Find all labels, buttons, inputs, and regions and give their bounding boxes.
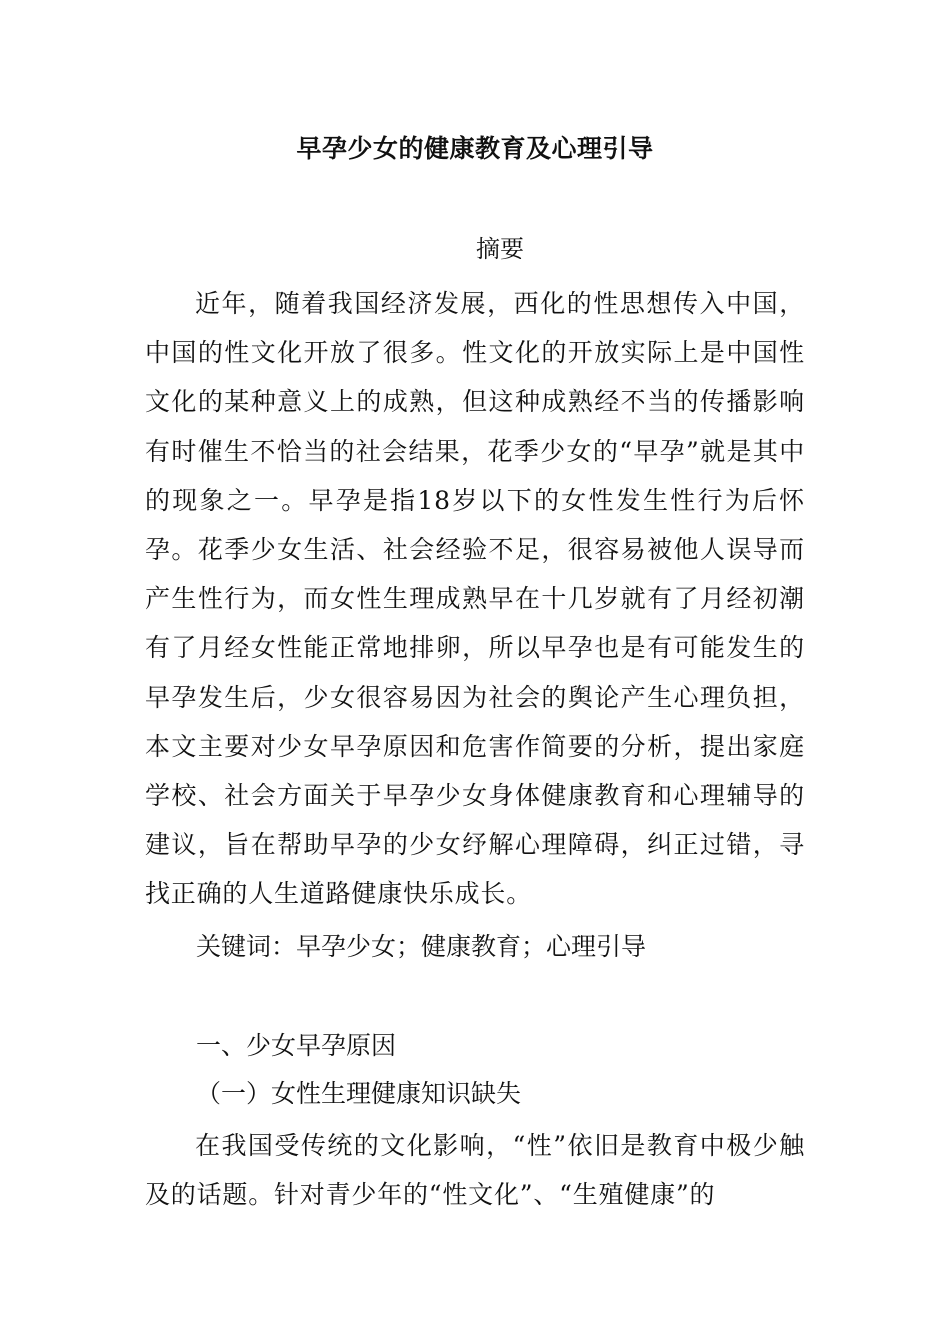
abstract-heading: 摘要 <box>476 235 524 263</box>
keywords-line: 关键词：早孕少女；健康教育；心理引导 <box>196 932 647 961</box>
abstract-paragraph: 近年，随着我国经济发展，西化的性思想传入中国，中国的性文化开放了很多。性文化的开放实际上是中国性文化的某种意义上的成熟，但这种成熟经不当的传播影响有时催生不恰当的社会结果，花季少女的“早孕”就是其中的现象之一。早孕是指18岁以下的女性发生性行为后怀孕。花季少女生活、社会经验不足，很容易被他人误导而产生性行为，而女性生理成熟早在十几岁就有了月经初潮有了月经女性能正常地排卵，所以早孕也是有可能发生的早孕发生后，少女很容易因为社会的舆论产生心理负担，本文主要对少女早孕原因和危害作简要的分析，提出家庭学校、社会方面关于早孕少女身体健康教育和心理辅导的建议，旨在帮助早孕的少女纾解心理障碍，纠正过错，寻找正确的人生道路健康快乐成长。 <box>145 289 805 909</box>
section-paragraph: 在我国受传统的文化影响，“性”依旧是教育中极少触及的话题。针对青少年的“性文化”、“生殖健康”的 <box>145 1131 805 1210</box>
document-title: 早孕少女的健康教育及心理引导 <box>296 134 654 163</box>
section-heading: 一、少女早孕原因 <box>196 1031 397 1060</box>
subsection-heading: （一）女性生理健康知识缺失 <box>196 1079 522 1108</box>
